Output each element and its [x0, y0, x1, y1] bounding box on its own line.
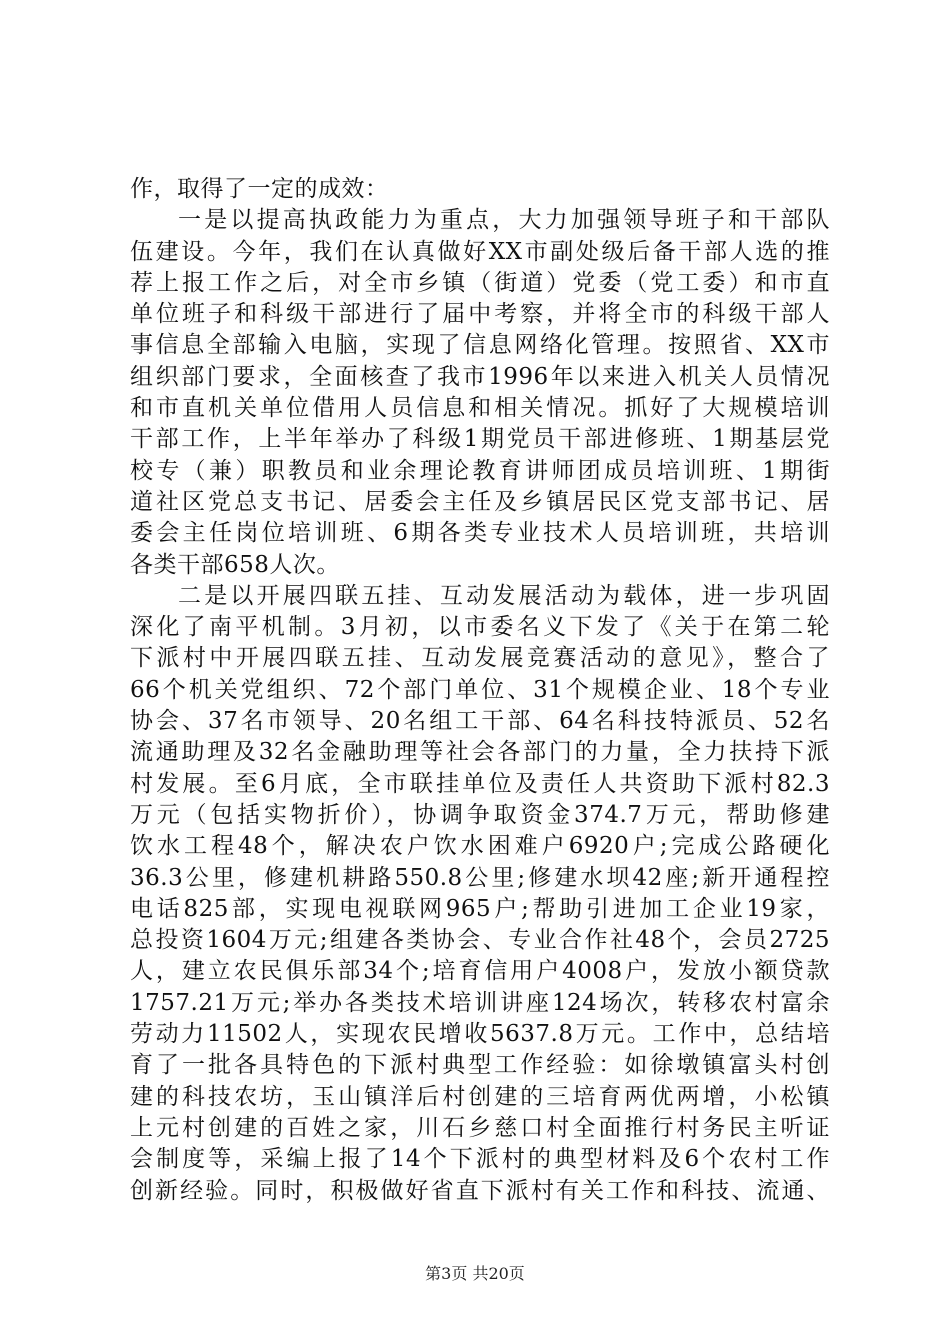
paragraph-line: 会制度等，采编上报了14个下派村的典型材料及6个农村工作 — [130, 1146, 830, 1173]
paragraph-line: 下派村中开展四联五挂、互动发展竞赛活动的意见》，整合了 — [130, 645, 830, 672]
paragraph-line: 荐上报工作之后，对全市乡镇（街道）党委（党工委）和市直 — [130, 269, 830, 296]
page-number-footer: 第3页 共20页 — [425, 1264, 525, 1283]
paragraph-line: 组织部门要求，全面核查了我市1996年以来进入机关人员情况 — [130, 363, 830, 390]
paragraph-line: 育了一批各具特色的下派村典型工作经验：如徐墩镇富头村创 — [130, 1052, 830, 1079]
paragraph-line: 饮水工程48个，解决农户饮水困难户6920户;完成公路硬化 — [130, 833, 830, 860]
paragraph-line: 委会主任岗位培训班、6期各类专业技术人员培训班，共培训 — [130, 520, 830, 547]
paragraph-line: 二是以开展四联五挂、互动发展活动为载体，进一步巩固 — [178, 582, 830, 609]
paragraph-line: 一是以提高执政能力为重点，大力加强领导班子和干部队 — [178, 207, 830, 234]
paragraph-line: 和市直机关单位借用人员信息和相关情况。抓好了大规模培训 — [130, 395, 830, 422]
paragraph-line: 万元（包括实物折价），协调争取资金374.7万元，帮助修建 — [130, 801, 830, 828]
paragraph-line: 作，取得了一定的成效： — [130, 176, 389, 202]
paragraph-line: 劳动力11502人，实现农民增收5637.8万元。工作中，总结培 — [130, 1021, 830, 1048]
paragraph-line: 人，建立农民俱乐部34个;培育信用户4008户，发放小额贷款 — [130, 958, 830, 985]
paragraph-line: 协会、37名市领导、20名组工干部、64名科技特派员、52名 — [130, 708, 830, 735]
document-body — [130, 174, 830, 1207]
paragraph-line: 创新经验。同时，积极做好省直下派村有关工作和科技、流通、 — [130, 1177, 830, 1204]
paragraph-line: 建的科技农坊，玉山镇洋后村创建的三培育两优两增，小松镇 — [130, 1083, 830, 1110]
paragraph-line: 电话825部，实现电视联网965户;帮助引进加工企业19家， — [130, 895, 830, 922]
paragraph-line: 36.3公里，修建机耕路550.8公里;修建水坝42座;新开通程控 — [130, 864, 830, 891]
paragraph-line: 总投资1604万元;组建各类协会、专业合作社48个，会员2725 — [130, 927, 830, 954]
paragraph-line: 事信息全部输入电脑，实现了信息网络化管理。按照省、XX市 — [130, 332, 830, 359]
paragraph-line: 1757.21万元;举办各类技术培训讲座124场次，转移农村富余 — [130, 989, 830, 1016]
paragraph-line: 村发展。至6月底，全市联挂单位及责任人共资助下派村82.3 — [130, 770, 830, 797]
paragraph-line: 流通助理及32名金融助理等社会各部门的力量，全力扶持下派 — [130, 739, 830, 766]
paragraph-line: 干部工作，上半年举办了科级1期党员干部进修班、1期基层党 — [130, 426, 830, 453]
paragraph-line: 校专（兼）职教员和业余理论教育讲师团成员培训班、1期街 — [130, 457, 830, 484]
paragraph-line: 道社区党总支书记、居委会主任及乡镇居民区党支部书记、居 — [130, 488, 830, 515]
paragraph-line: 上元村创建的百姓之家，川石乡慈口村全面推行村务民主听证 — [130, 1114, 830, 1141]
paragraph-line: 深化了南平机制。3月初，以市委名义下发了《关于在第二轮 — [130, 614, 830, 641]
paragraph-line: 66个机关党组织、72个部门单位、31个规模企业、18个专业 — [130, 676, 830, 703]
paragraph-line: 各类干部658人次。 — [130, 551, 340, 578]
paragraph-line: 伍建设。今年，我们在认真做好XX市副处级后备干部人选的推 — [130, 238, 830, 265]
paragraph-line: 单位班子和科级干部进行了届中考察，并将全市的科级干部人 — [130, 301, 830, 328]
